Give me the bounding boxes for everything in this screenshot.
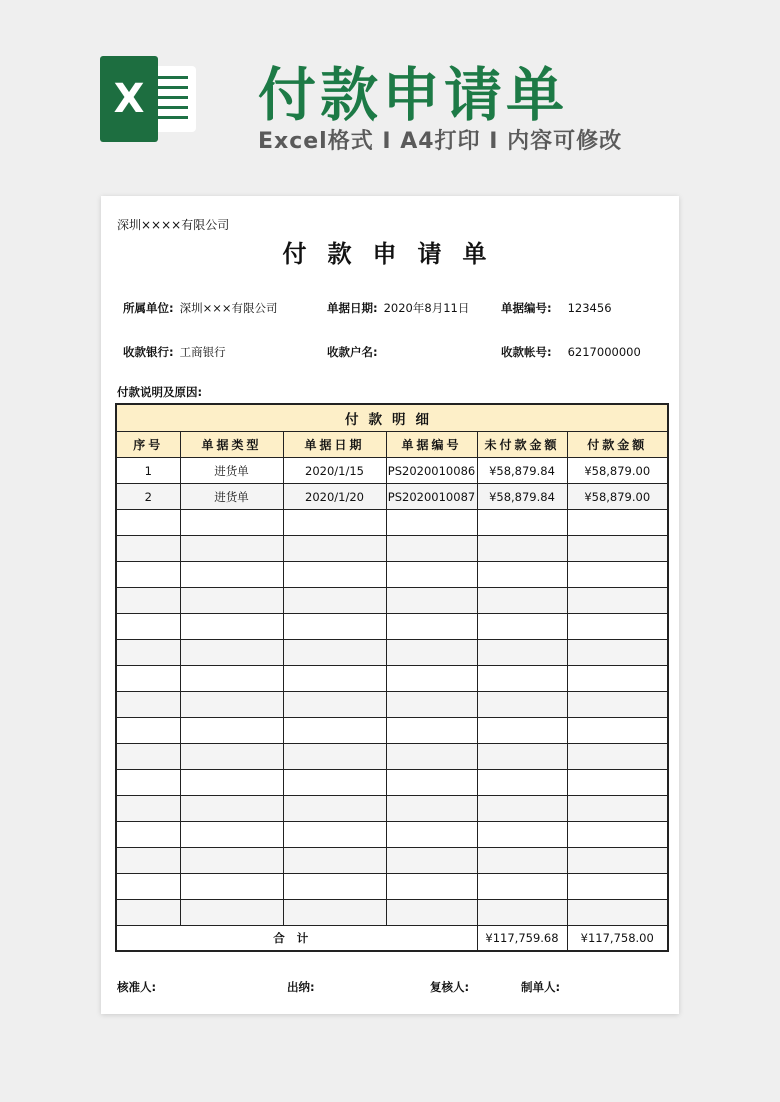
col-header-paid: 付款金额 — [567, 432, 668, 458]
empty-cell[interactable] — [283, 614, 386, 640]
empty-cell[interactable] — [116, 848, 180, 874]
date-field — [327, 300, 469, 316]
empty-cell[interactable] — [180, 900, 283, 926]
empty-cell[interactable] — [116, 614, 180, 640]
empty-row — [116, 770, 668, 796]
empty-cell[interactable] — [477, 770, 567, 796]
cell-index[interactable]: 1 — [116, 458, 180, 484]
cell-type[interactable]: 进货单 — [180, 484, 283, 510]
account-value[interactable]: 6217000000 — [567, 345, 641, 359]
bank-label: 收款银行: — [123, 345, 174, 359]
empty-cell[interactable] — [116, 796, 180, 822]
payment-reason-label: 付款说明及原因: — [117, 385, 203, 399]
empty-row — [116, 640, 668, 666]
empty-cell[interactable] — [477, 848, 567, 874]
cell-number[interactable]: PS2020010087 — [386, 484, 477, 510]
empty-cell[interactable] — [116, 874, 180, 900]
empty-cell[interactable] — [386, 614, 477, 640]
total-paid[interactable]: ¥117,758.00 — [567, 926, 668, 952]
table-row — [116, 458, 668, 484]
document-page — [101, 196, 679, 1014]
empty-cell[interactable] — [386, 588, 477, 614]
cell-date[interactable]: 2020/1/15 — [283, 458, 386, 484]
empty-cell[interactable] — [283, 822, 386, 848]
total-row — [116, 926, 668, 952]
empty-cell[interactable] — [116, 718, 180, 744]
unit-value[interactable]: 深圳×××有限公司 — [179, 301, 278, 315]
empty-cell[interactable] — [386, 822, 477, 848]
empty-cell[interactable] — [386, 796, 477, 822]
excel-logo-letter: X — [113, 76, 145, 122]
empty-cell[interactable] — [567, 640, 668, 666]
empty-cell[interactable] — [116, 770, 180, 796]
empty-cell[interactable] — [567, 796, 668, 822]
empty-cell[interactable] — [283, 588, 386, 614]
empty-cell[interactable] — [180, 666, 283, 692]
excel-icon — [100, 56, 198, 142]
col-header-index: 序号 — [116, 432, 180, 458]
empty-cell[interactable] — [180, 718, 283, 744]
empty-cell[interactable] — [567, 770, 668, 796]
empty-cell[interactable] — [386, 770, 477, 796]
empty-cell[interactable] — [386, 874, 477, 900]
cell-unpaid[interactable]: ¥58,879.84 — [477, 458, 567, 484]
approver-label: 核准人: — [117, 980, 157, 994]
empty-cell[interactable] — [386, 900, 477, 926]
empty-cell[interactable] — [567, 692, 668, 718]
empty-cell[interactable] — [180, 822, 283, 848]
empty-cell[interactable] — [180, 848, 283, 874]
empty-cell[interactable] — [386, 510, 477, 536]
empty-cell[interactable] — [477, 744, 567, 770]
empty-row — [116, 848, 668, 874]
empty-cell[interactable] — [477, 536, 567, 562]
empty-cell[interactable] — [116, 640, 180, 666]
empty-cell[interactable] — [180, 614, 283, 640]
empty-cell[interactable] — [567, 562, 668, 588]
empty-cell[interactable] — [386, 666, 477, 692]
excel-tab-shape — [100, 56, 158, 142]
empty-cell[interactable] — [180, 536, 283, 562]
empty-row — [116, 796, 668, 822]
empty-cell[interactable] — [477, 900, 567, 926]
empty-cell[interactable] — [477, 562, 567, 588]
empty-cell[interactable] — [283, 692, 386, 718]
table-row — [116, 484, 668, 510]
empty-row — [116, 666, 668, 692]
unit-field — [123, 300, 278, 316]
empty-cell[interactable] — [567, 536, 668, 562]
empty-cell[interactable] — [386, 848, 477, 874]
cell-paid[interactable]: ¥58,879.00 — [567, 458, 668, 484]
empty-cell[interactable] — [567, 718, 668, 744]
payee-field — [327, 344, 384, 360]
section-title: 付款明细 — [116, 404, 668, 432]
empty-cell[interactable] — [283, 874, 386, 900]
empty-cell[interactable] — [283, 796, 386, 822]
empty-cell[interactable] — [567, 666, 668, 692]
empty-cell[interactable] — [116, 510, 180, 536]
reviewer-label: 复核人: — [430, 980, 470, 994]
empty-row — [116, 588, 668, 614]
empty-cell[interactable] — [180, 744, 283, 770]
empty-cell[interactable] — [567, 822, 668, 848]
cell-unpaid[interactable]: ¥58,879.84 — [477, 484, 567, 510]
empty-cell[interactable] — [386, 640, 477, 666]
empty-cell[interactable] — [567, 900, 668, 926]
empty-cell[interactable] — [477, 510, 567, 536]
empty-cell[interactable] — [180, 874, 283, 900]
empty-cell[interactable] — [386, 562, 477, 588]
number-value[interactable]: 123456 — [567, 301, 612, 315]
empty-cell[interactable] — [386, 744, 477, 770]
empty-cell[interactable] — [116, 900, 180, 926]
empty-cell[interactable] — [477, 718, 567, 744]
empty-cell[interactable] — [477, 588, 567, 614]
empty-cell[interactable] — [180, 510, 283, 536]
empty-cell[interactable] — [116, 692, 180, 718]
section-header-row — [116, 404, 668, 432]
empty-cell[interactable] — [116, 744, 180, 770]
banner — [0, 0, 780, 195]
empty-cell[interactable] — [283, 718, 386, 744]
banner-title: 付款申请单 — [258, 61, 569, 129]
bank-value[interactable]: 工商银行 — [179, 345, 226, 359]
empty-cell[interactable] — [567, 848, 668, 874]
column-header-row — [116, 432, 668, 458]
empty-row — [116, 822, 668, 848]
total-label: 合计 — [116, 926, 477, 952]
account-field — [501, 344, 641, 360]
empty-row — [116, 510, 668, 536]
number-label: 单据编号: — [501, 301, 552, 315]
number-field — [501, 300, 612, 316]
empty-cell[interactable] — [386, 718, 477, 744]
empty-cell[interactable] — [567, 588, 668, 614]
empty-cell[interactable] — [477, 822, 567, 848]
cell-number[interactable]: PS2020010086 — [386, 458, 477, 484]
empty-cell[interactable] — [180, 588, 283, 614]
date-value[interactable]: 2020年8月11日 — [383, 301, 470, 315]
empty-cell[interactable] — [386, 536, 477, 562]
payment-detail-table — [115, 403, 669, 952]
empty-row — [116, 692, 668, 718]
unit-label: 所属单位: — [123, 301, 174, 315]
empty-cell[interactable] — [567, 510, 668, 536]
bank-field — [123, 344, 226, 360]
empty-cell[interactable] — [283, 666, 386, 692]
empty-cell[interactable] — [567, 744, 668, 770]
preparer-label: 制单人: — [521, 980, 561, 994]
empty-cell[interactable] — [477, 874, 567, 900]
total-unpaid[interactable]: ¥117,759.68 — [477, 926, 567, 952]
account-label: 收款帐号: — [501, 345, 552, 359]
empty-cell[interactable] — [180, 562, 283, 588]
empty-cell[interactable] — [567, 614, 668, 640]
empty-cell[interactable] — [477, 614, 567, 640]
empty-cell[interactable] — [567, 874, 668, 900]
empty-cell[interactable] — [116, 666, 180, 692]
empty-row — [116, 874, 668, 900]
empty-cell[interactable] — [477, 692, 567, 718]
col-header-type: 单据类型 — [180, 432, 283, 458]
col-header-unpaid: 未付款金额 — [477, 432, 567, 458]
empty-cell[interactable] — [116, 822, 180, 848]
document-title: 付款申请单 — [282, 240, 508, 268]
empty-cell[interactable] — [116, 562, 180, 588]
empty-cell[interactable] — [283, 536, 386, 562]
cell-type[interactable]: 进货单 — [180, 458, 283, 484]
empty-cell[interactable] — [477, 666, 567, 692]
col-header-number: 单据编号 — [386, 432, 477, 458]
cashier-label: 出纳: — [287, 980, 315, 994]
empty-row — [116, 536, 668, 562]
cell-date[interactable]: 2020/1/20 — [283, 484, 386, 510]
empty-cell[interactable] — [283, 900, 386, 926]
empty-row — [116, 562, 668, 588]
empty-cell[interactable] — [283, 640, 386, 666]
empty-cell[interactable] — [283, 562, 386, 588]
empty-cell[interactable] — [180, 692, 283, 718]
company-name: 深圳××××有限公司 — [117, 218, 230, 232]
empty-cell[interactable] — [180, 640, 283, 666]
col-header-date: 单据日期 — [283, 432, 386, 458]
cell-paid[interactable]: ¥58,879.00 — [567, 484, 668, 510]
empty-cell[interactable] — [116, 536, 180, 562]
empty-cell[interactable] — [386, 692, 477, 718]
empty-row — [116, 614, 668, 640]
payee-label: 收款户名: — [327, 345, 378, 359]
empty-cell[interactable] — [180, 796, 283, 822]
empty-cell[interactable] — [116, 588, 180, 614]
empty-cell[interactable] — [477, 796, 567, 822]
empty-cell[interactable] — [283, 848, 386, 874]
empty-cell[interactable] — [283, 770, 386, 796]
empty-cell[interactable] — [477, 640, 567, 666]
empty-cell[interactable] — [180, 770, 283, 796]
empty-row — [116, 744, 668, 770]
cell-index[interactable]: 2 — [116, 484, 180, 510]
empty-row — [116, 900, 668, 926]
empty-cell[interactable] — [283, 744, 386, 770]
empty-row — [116, 718, 668, 744]
date-label: 单据日期: — [327, 301, 378, 315]
empty-cell[interactable] — [283, 510, 386, 536]
banner-subtitle: Excel格式 I A4打印 I 内容可修改 — [258, 129, 623, 154]
